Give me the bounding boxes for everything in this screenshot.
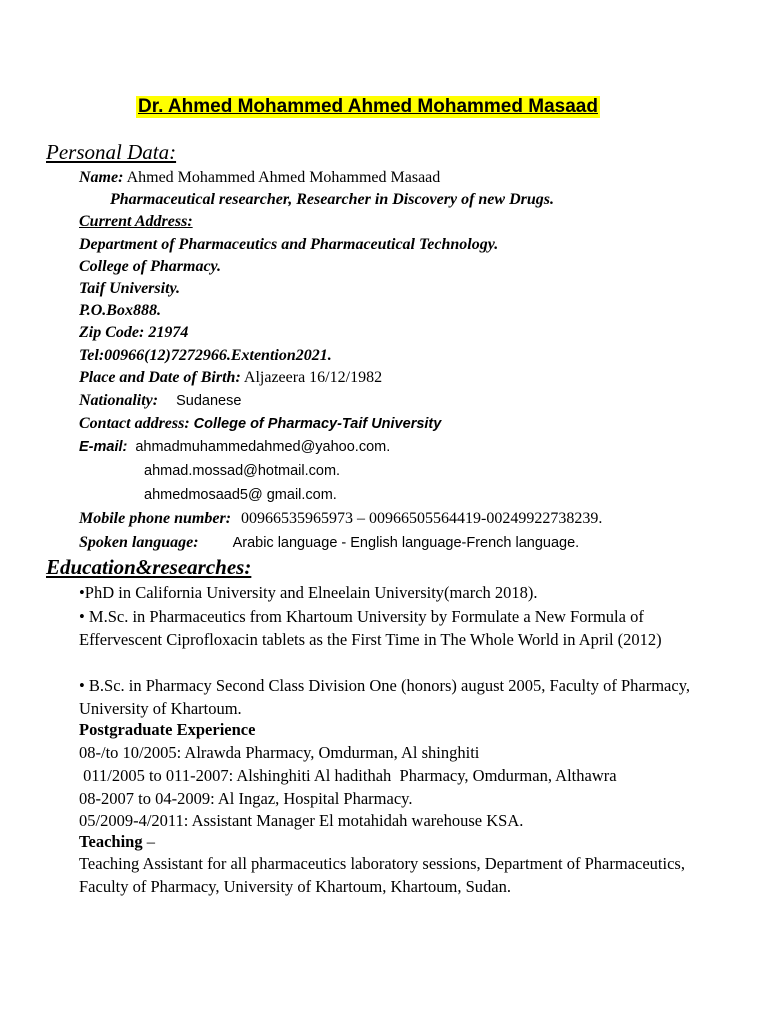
address-line: Department of Pharmaceutics and Pharmaceutical Technology. [79, 236, 499, 253]
nationality-label: Nationality: [79, 392, 159, 409]
email-link[interactable]: ahmadmuhammedahmed@yahoo.com. [135, 439, 391, 455]
language-row [79, 533, 579, 553]
role-line: Pharmaceutical researcher, Researcher in Discovery of new Drugs. [110, 191, 554, 208]
email-link[interactable]: ahmad.mossad@hotmail.com. [144, 463, 341, 479]
name-value: Ahmed Mohammed Ahmed Mohammed Masaad [126, 169, 441, 186]
contact-value: College of Pharmacy-Taif University [193, 416, 442, 432]
name-label: Name: [79, 169, 124, 186]
teaching-heading: Teaching [79, 832, 143, 851]
personal-data-heading: Personal Data: [46, 140, 177, 164]
address-line: Zip Code: 21974 [79, 324, 189, 341]
email-row [79, 437, 390, 457]
teaching-text: Teaching Assistant for all pharmaceutics laboratory sessions, Department of Pharmaceutics, Faculty of Pharmacy, University of Khartoum, Khartoum, Sudan. [79, 854, 685, 896]
postgrad-heading: Postgraduate Experience [79, 720, 256, 739]
mobile-value: 00966535965973 – 00966505564419-00249922738239. [241, 510, 603, 527]
postgrad-line: 05/2009-4/2011: Assistant Manager El motahidah warehouse KSA. [79, 811, 524, 830]
education-item: • M.Sc. in Pharmaceutics from Khartoum University by Formulate a New Formula of Effervescent Ciprofloxacin tablets as the First Time in The Whole World in April (2012) [79, 607, 662, 649]
nationality-row [79, 391, 241, 411]
address-line: Tel:00966(12)7272966.Extention2021. [79, 347, 332, 364]
education-item: •PhD in California University and Elneelain University(march 2018). [79, 583, 538, 602]
birth-row [79, 368, 382, 388]
postgrad-line: 08-2007 to 04-2009: Al Ingaz, Hospital Pharmacy. [79, 789, 413, 808]
address-line: P.O.Box888. [79, 302, 161, 319]
language-label: Spoken language: [79, 534, 199, 551]
postgrad-line: 08-/to 10/2005: Alrawda Pharmacy, Omdurman, Al shinghiti [79, 743, 480, 762]
birth-value: Aljazeera 16/12/1982 [243, 369, 383, 386]
mobile-row [79, 509, 602, 529]
postgrad-line: 011/2005 to 011-2007: Alshinghiti Al hadithah Pharmacy, Omdurman, Althawra [79, 766, 617, 785]
bullet-icon: • [79, 676, 85, 695]
contact-row [79, 414, 441, 434]
email-link[interactable]: ahmedmosaad5@ gmail.com. [144, 487, 337, 503]
birth-label: Place and Date of Birth: [79, 369, 241, 386]
name-row [79, 168, 440, 188]
education-heading: Education&researches: [46, 555, 252, 579]
mobile-label: Mobile phone number: [79, 510, 232, 527]
address-line: College of Pharmacy. [79, 258, 222, 275]
page-title: Dr. Ahmed Mohammed Ahmed Mohammed Masaad [138, 96, 598, 117]
education-item: • B.Sc. in Pharmacy Second Class Division One (honors) august 2005, Faculty of Pharmacy, University of Khartoum. [79, 676, 691, 718]
address-label: Current Address: [79, 213, 193, 230]
nationality-value: Sudanese [176, 393, 242, 409]
email-label: E-mail: [79, 439, 128, 455]
bullet-icon: • [79, 607, 85, 626]
teaching-heading-row: Teaching – [79, 832, 155, 851]
address-line: Taif University. [79, 280, 181, 297]
bullet-icon: • [79, 583, 85, 602]
contact-label: Contact address: [79, 415, 190, 432]
language-value: Arabic language - English language-French language. [232, 535, 580, 551]
